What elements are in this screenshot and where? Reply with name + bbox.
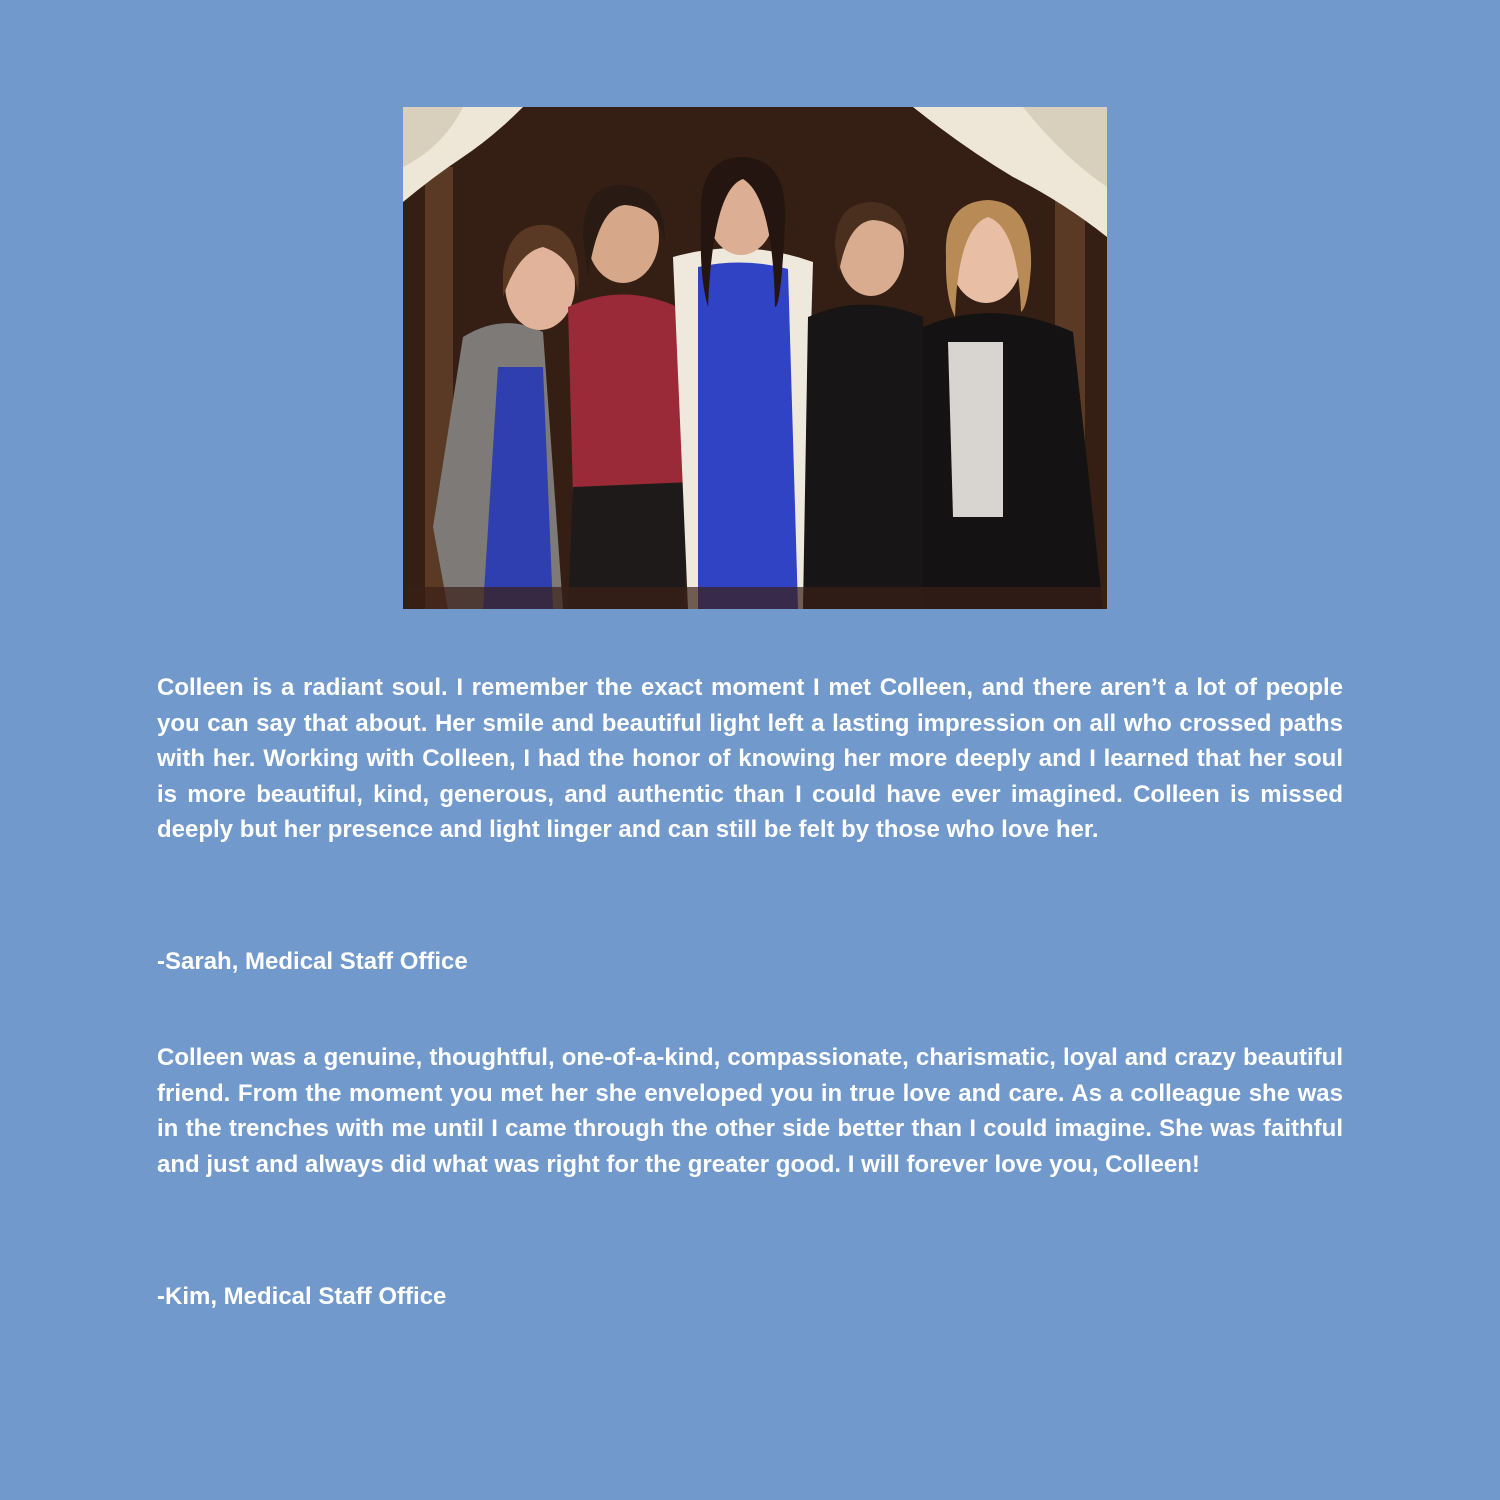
tribute-1-signature: -Sarah, Medical Staff Office [157,948,468,975]
group-photo-illustration [403,107,1107,609]
tribute-1-text: Colleen is a radiant soul. I remember the exact moment I met Colleen, and there aren’t a lot of people you can say that about. Her smile and beautiful light left a lasting impression on all who crossed paths with her. Working with Colleen, I had the honor of knowing her more deeply and I learned that her soul is more beautiful, kind, generous, and authentic than I could have ever imagined. Colleen is missed deeply but her presence and light linger and can still be felt by those who love her. [157,674,1343,844]
group-photo [403,107,1107,609]
tribute-2-signature: -Kim, Medical Staff Office [157,1283,447,1310]
tribute-2-text: Colleen was a genuine, thoughtful, one-of-a-kind, compassionate, charismatic, loyal and crazy beautiful friend. From the moment you met her she enveloped you in true love and care. As a colleague she was in the trenches with me until I came through the other side better than I could imagine. She was faithful and just and always did what was right for the greater good. I will forever love you, Colleen! [157,1044,1343,1178]
